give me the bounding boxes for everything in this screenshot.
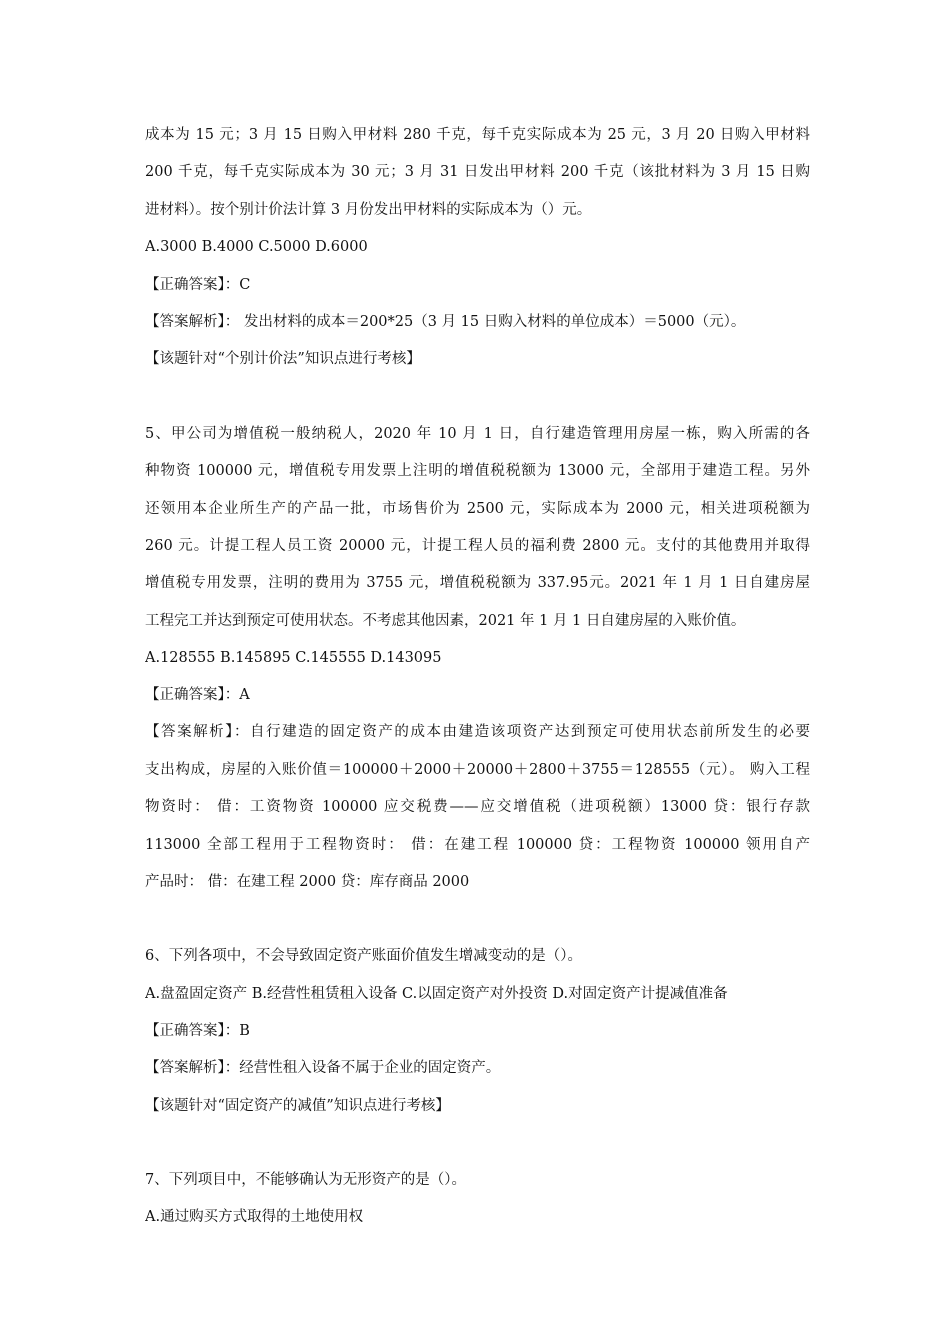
- q5-stem-line: 工程完工并达到预定可使用状态。不考虑其他因素，2021 年 1 月 1 日自建房屋的入账价值。: [145, 613, 746, 629]
- q4-correct-answer: 【正确答案】：C: [145, 277, 251, 293]
- q7-option-a: A.通过购买方式取得的土地使用权: [145, 1209, 364, 1225]
- q5-stem-line: 260 元。计提工程人员工资 20000 元，计提工程人员的福利费 2800 元。支付的其他费用并取得: [145, 538, 810, 554]
- q5-stem-line: 增值税专用发票，注明的费用为 3755 元，增值税税额为 337.95元。2021 年 1 月 1 日自建房屋: [145, 575, 810, 591]
- q5-stem-line: 5、甲公司为增值税一般纳税人，2020 年 10 月 1 日，自行建造管理用房屋一栋，购入所需的各: [145, 426, 810, 442]
- q6-options: A.盘盈固定资产 B.经营性租赁租入设备 C.以固定资产对外投资 D.对固定资产计提减值准备: [145, 986, 728, 1002]
- q6-stem-line: 6、下列各项中，不会导致固定资产账面价值发生增减变动的是（）。: [145, 948, 582, 964]
- q6-knowledge-note: 【该题针对“固定资产的减值”知识点进行考核】: [145, 1098, 450, 1114]
- q5-analysis-line: 【答案解析】：自行建造的固定资产的成本由建造该项资产达到预定可使用状态前所发生的必要: [145, 724, 810, 740]
- q7-stem-line: 7、下列项目中，不能够确认为无形资产的是（）。: [145, 1172, 466, 1188]
- q5-stem-line: 还领用本企业所生产的产品一批，市场售价为 2500 元，实际成本为 2000 元，相关进项税额为: [145, 501, 810, 517]
- q5-analysis-line: 物资时： 借：工资物资 100000 应交税费——应交增值税（进项税额）13000 贷：银行存款: [145, 799, 810, 815]
- q4-stem-line: 成本为 15 元；3 月 15 日购入甲材料 280 千克，每千克实际成本为 25 元，3 月 20 日购入甲材料: [145, 127, 810, 143]
- q6-correct-answer: 【正确答案】：B: [145, 1023, 250, 1039]
- q5-options: A.128555 B.145895 C.145555 D.143095: [145, 650, 442, 666]
- q5-analysis-line: 产品时： 借：在建工程 2000 贷：库存商品 2000: [145, 874, 470, 890]
- q5-stem-line: 种物资 100000 元，增值税专用发票上注明的增值税税额为 13000 元，全部用于建造工程。另外: [145, 463, 810, 479]
- q4-options: A.3000 B.4000 C.5000 D.6000: [145, 239, 368, 255]
- q6-analysis: 【答案解析】：经营性租入设备不属于企业的固定资产。: [145, 1060, 501, 1076]
- q5-correct-answer: 【正确答案】：A: [145, 687, 250, 703]
- q4-knowledge-note: 【该题针对“个别计价法”知识点进行考核】: [145, 351, 421, 367]
- q4-analysis: 【答案解析】： 发出材料的成本＝200*25（3 月 15 日购入材料的单位成本）＝5000（元）。: [145, 314, 746, 330]
- q5-analysis-line: 113000 全部工程用于工程物资时： 借：在建工程 100000 贷：工程物资 100000 领用自产: [145, 837, 810, 853]
- q4-stem-line: 200 千克，每千克实际成本为 30 元；3 月 31 日发出甲材料 200 千克（该批材料为 3 月 15 日购: [145, 164, 810, 180]
- q5-analysis-line: 支出构成，房屋的入账价值＝100000＋2000＋20000＋2800＋3755＝128555（元）。 购入工程: [145, 762, 810, 778]
- q4-stem-line: 进材料）。按个别计价法计算 3 月份发出甲材料的实际成本为（）元。: [145, 202, 592, 218]
